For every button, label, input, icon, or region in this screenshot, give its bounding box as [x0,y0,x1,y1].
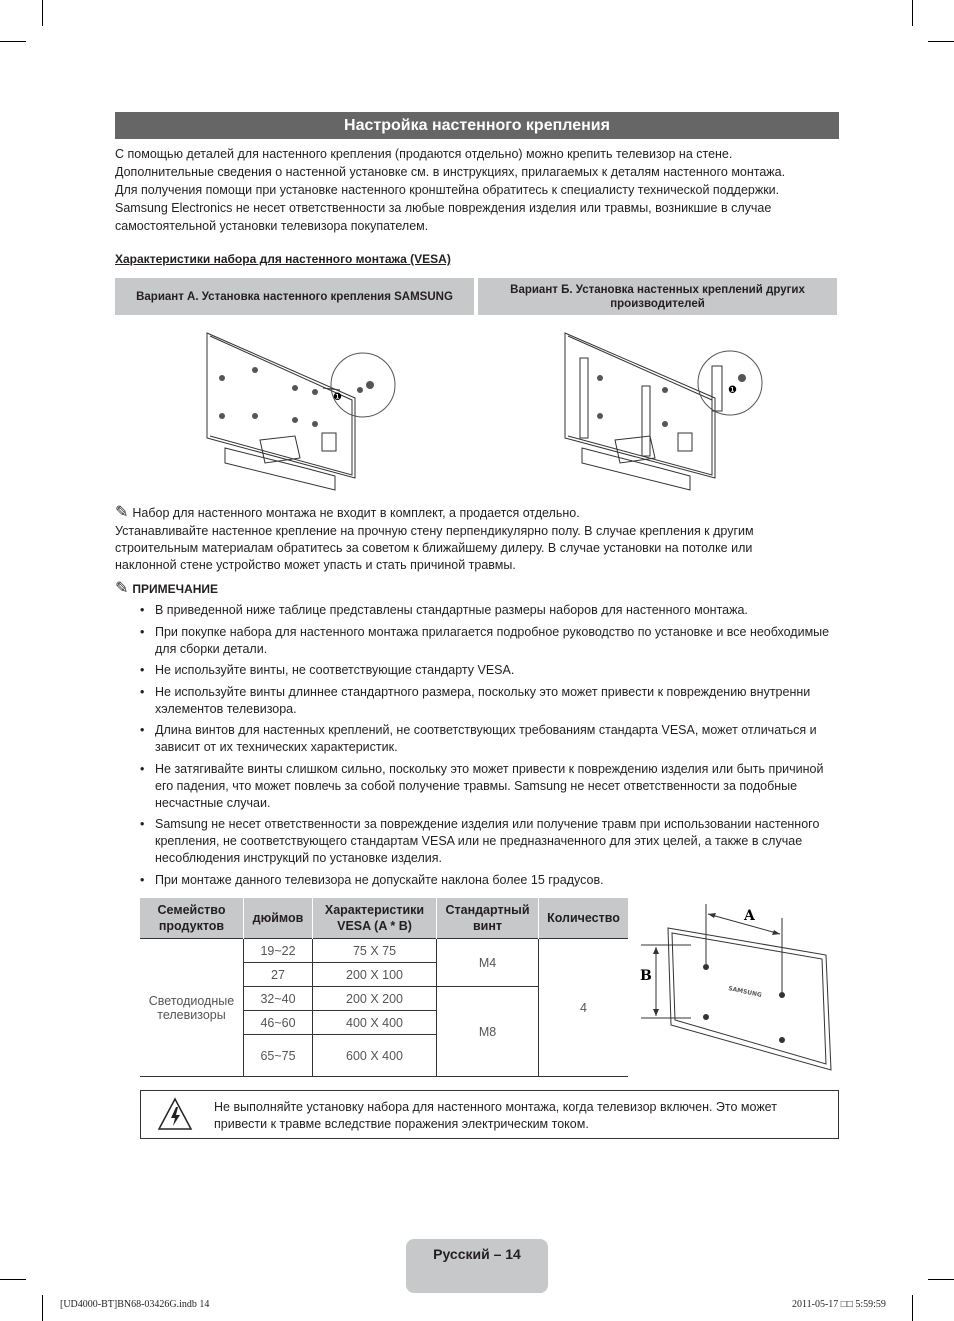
column-header: дюймов [244,898,313,939]
note-kit-text: Набор для настенного монтажа не входит в комплект, а продается отдельно. [132,506,580,520]
vesa-table [140,898,628,1077]
footer-timestamp: 2011-05-17 □□ 5:59:59 [792,1299,886,1310]
table-header-row [140,898,628,939]
tv-back-illustration-a [195,328,400,496]
list-item: • При покупке набора для настенного монтажа прилагается подробное руководство по установке и все необходимые для сборки детали. [140,624,840,658]
list-item: • Samsung не несет ответственности за повреждение изделия или получение травм при использовании настенного крепления, не соответствующего стандартам VESA или не предназначенного для этих целей, а также в случае несоблюдения инструкций по установке изделия. [140,816,840,867]
footer-file: [UD4000-BT]BN68-03426G.indb 14 [60,1299,210,1310]
option-a-header: Вариант А. Установка настенного крепления SAMSUNG [115,278,474,315]
table-row [140,939,628,963]
screw-cell: M4 [437,939,539,987]
column-header: Стандартный винт [437,898,539,939]
list-item: • Длина винтов для настенных креплений, не соответствующих требованиям стандарта VESA, может отличаться и зависит от их технических характеристик. [140,722,840,756]
callout-marker: ❶ [728,385,737,396]
note-kit [115,503,840,522]
crop-mark [0,41,26,42]
intro-line: С помощью деталей для настенного крепления (продаются отдельно) можно крепить телевизор на стене. [115,147,733,161]
vesa-cell: 200 X 100 [313,963,437,987]
vesa-dimension-diagram [636,900,836,1080]
list-item: • Не используйте винты, не соответствующие стандарту VESA. [140,662,840,679]
warning-box [140,1090,839,1139]
electric-shock-warning-icon [157,1097,193,1131]
install-paragraph [115,523,840,574]
brand-logo: SAMSUNG [727,985,763,1000]
vesa-cell: 200 X 200 [313,987,437,1011]
install-line: наклонной стене устройство может упасть и стать причиной травмы. [115,558,516,572]
dimension-a-label: A [744,908,755,924]
intro-line: Дополнительные сведения о настенной установке см. в инструкциях, прилагаемых к деталям настенного монтажа. [115,165,786,179]
intro-line: самостоятельной установки телевизора покупателем. [115,219,429,233]
option-b-line: производителей [610,297,705,310]
vesa-heading: Характеристики набора для настенного монтажа (VESA) [115,252,451,266]
column-header: Характеристики VESA (A * B) [313,898,437,939]
inches-cell: 32~40 [244,987,313,1011]
crop-mark [928,41,954,42]
page-number: Русский – 14 [406,1239,548,1293]
list-item: • Не затягивайте винты слишком сильно, поскольку это может привести к повреждению изделия или быть причиной его падения, что может повлечь за собой получение травмы. Samsung не несет ответственности за подобные несчастные случаи. [140,761,840,812]
pencil-icon: ✎ [115,578,129,597]
column-header: Семейство продуктов [140,898,244,939]
warning-text: Не выполняйте установку набора для настенного монтажа, когда телевизор включен. Это может привести к травме вследствие поражения электрическим током. [214,1100,777,1131]
inches-cell: 19~22 [244,939,313,963]
crop-mark [0,1279,26,1280]
column-header: Количество [539,898,629,939]
note-heading-text: ПРИМЕЧАНИЕ [132,582,219,596]
list-item: • Не используйте винты длиннее стандартного размера, поскольку это может привести к повреждению внутренни хэлементов телевизора. [140,684,840,718]
crop-mark [928,1279,954,1280]
option-b-header [478,278,837,315]
crop-mark [42,0,43,26]
quantity-cell: 4 [539,939,629,1077]
inches-cell: 65~75 [244,1035,313,1077]
intro-paragraph [115,145,840,235]
vesa-cell: 600 X 400 [313,1035,437,1077]
vesa-cell: 400 X 400 [313,1011,437,1035]
list-item: • При монтаже данного телевизора не допускайте наклона более 15 градусов. [140,872,840,889]
note-list [140,602,840,893]
family-cell: Светодиодные телевизоры [140,939,244,1077]
vesa-cell: 75 X 75 [313,939,437,963]
inches-cell: 46~60 [244,1011,313,1035]
option-b-line: Вариант Б. Установка настенных креплений других [510,283,805,296]
intro-line: Для получения помощи при установке настенного кронштейна обратитесь к специалисту технической поддержки. [115,183,780,197]
crop-mark [912,0,913,26]
crop-mark [42,1295,43,1321]
section-title: Настройка настенного крепления [115,112,839,139]
list-item: • В приведенной ниже таблице представлены стандартные размеры наборов для настенного монтажа. [140,602,840,619]
dimension-b-label: B [640,968,652,984]
note-heading [115,579,840,598]
inches-cell: 27 [244,963,313,987]
crop-mark [912,1295,913,1321]
install-line: строительным материалам обратитесь за советом к ближайшему дилеру. В случае установки на потолке или [115,541,753,555]
tv-back-illustration-b [560,328,785,496]
callout-marker: ❶ [333,392,342,403]
install-line: Устанавливайте настенное крепление на прочную стену перпендикулярно полу. В случае крепления к другим [115,524,754,538]
screw-cell: M8 [437,987,539,1077]
intro-line: Samsung Electronics не несет ответственности за любые повреждения изделия или травмы, возникшие в случае [115,201,772,215]
pencil-icon: ✎ [115,502,129,521]
